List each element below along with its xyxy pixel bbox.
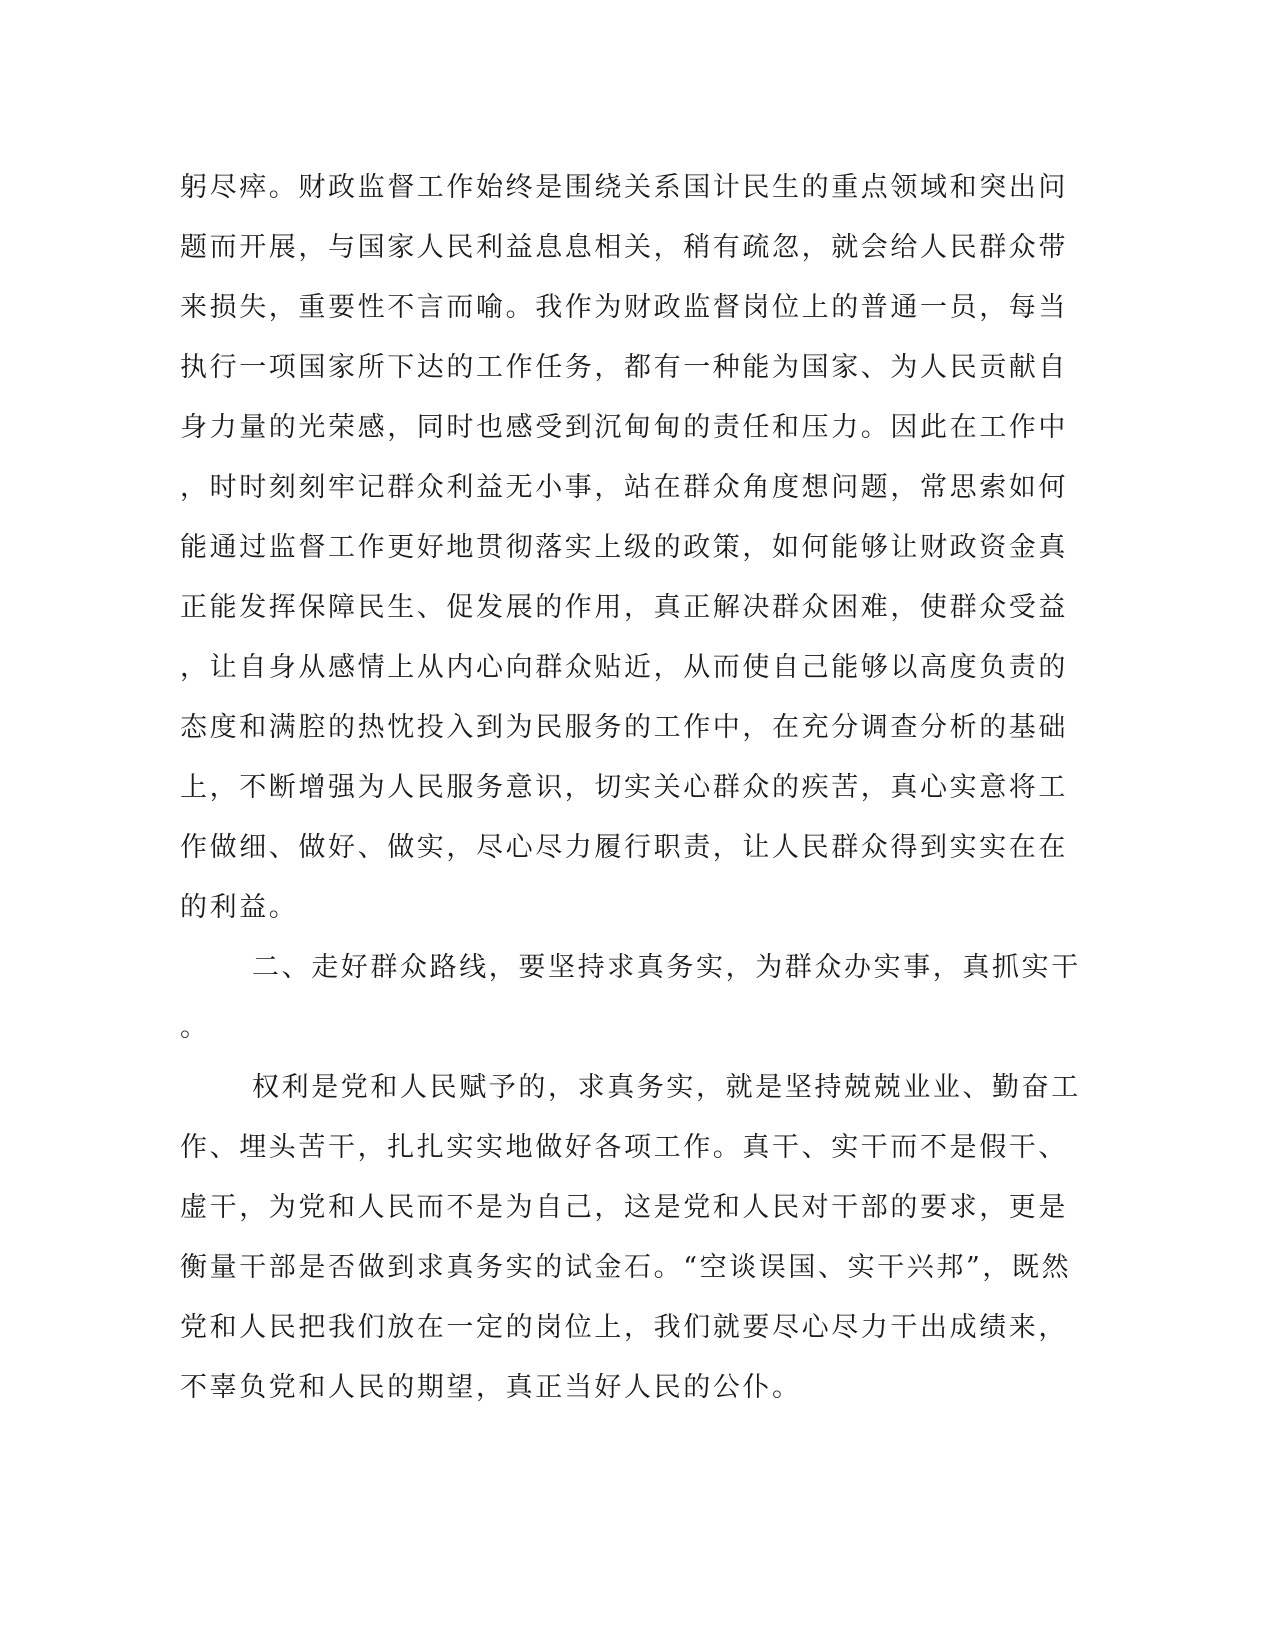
text-line: 作做细、做好、做实，尽心尽力履行职责，让人民群众得到实实在在 [180, 832, 1068, 863]
text-line: 作、埋头苦干，扎扎实实地做好各项工作。真干、实干而不是假干、 [180, 1132, 1068, 1163]
text-line: 的利益。 [180, 892, 299, 923]
text-line: 执行一项国家所下达的工作任务，都有一种能为国家、为人民贡献自 [180, 352, 1068, 383]
text-line: 上，不断增强为人民服务意识，切实关心群众的疾苦，真心实意将工 [180, 772, 1068, 803]
paragraph-start: 权利是党和人民赋予的，求真务实，就是坚持兢兢业业、勤奋工 [252, 1072, 1081, 1103]
text-line: ，让自身从感情上从内心向群众贴近，从而使自己能够以高度负责的 [180, 652, 1068, 683]
body-text [180, 158, 1081, 1418]
text-line: 来损失，重要性不言而喻。我作为财政监督岗位上的普通一员，每当 [180, 292, 1068, 323]
text-line: 虚干，为党和人民而不是为自己，这是党和人民对干部的要求，更是 [180, 1192, 1068, 1223]
text-line: 衡量干部是否做到求真务实的试金石。“空谈误国、实干兴邦”，既然 [180, 1252, 1072, 1283]
text-line: 党和人民把我们放在一定的岗位上，我们就要尽心尽力干出成绩来， [180, 1312, 1068, 1343]
text-line: 能通过监督工作更好地贯彻落实上级的政策，如何能够让财政资金真 [180, 532, 1068, 563]
text-line: 。 [180, 1012, 210, 1043]
text-line: 态度和满腔的热忱投入到为民服务的工作中，在充分调查分析的基础 [180, 712, 1068, 743]
text-line: 身力量的光荣感，同时也感受到沉甸甸的责任和压力。因此在工作中 [180, 412, 1068, 443]
text-line: 正能发挥保障民生、促发展的作用，真正解决群众困难，使群众受益 [180, 592, 1068, 623]
text-line: 题而开展，与国家人民利益息息相关，稍有疏忽，就会给人民群众带 [180, 232, 1068, 263]
section-heading: 二、走好群众路线，要坚持求真务实，为群众办实事，真抓实干 [252, 952, 1081, 983]
text-line: 不辜负党和人民的期望，真正当好人民的公仆。 [180, 1372, 802, 1403]
text-line: 躬尽瘁。财政监督工作始终是围绕关系国计民生的重点领域和突出问 [180, 172, 1068, 203]
text-line: ，时时刻刻牢记群众利益无小事，站在群众角度想问题，常思索如何 [180, 472, 1068, 503]
